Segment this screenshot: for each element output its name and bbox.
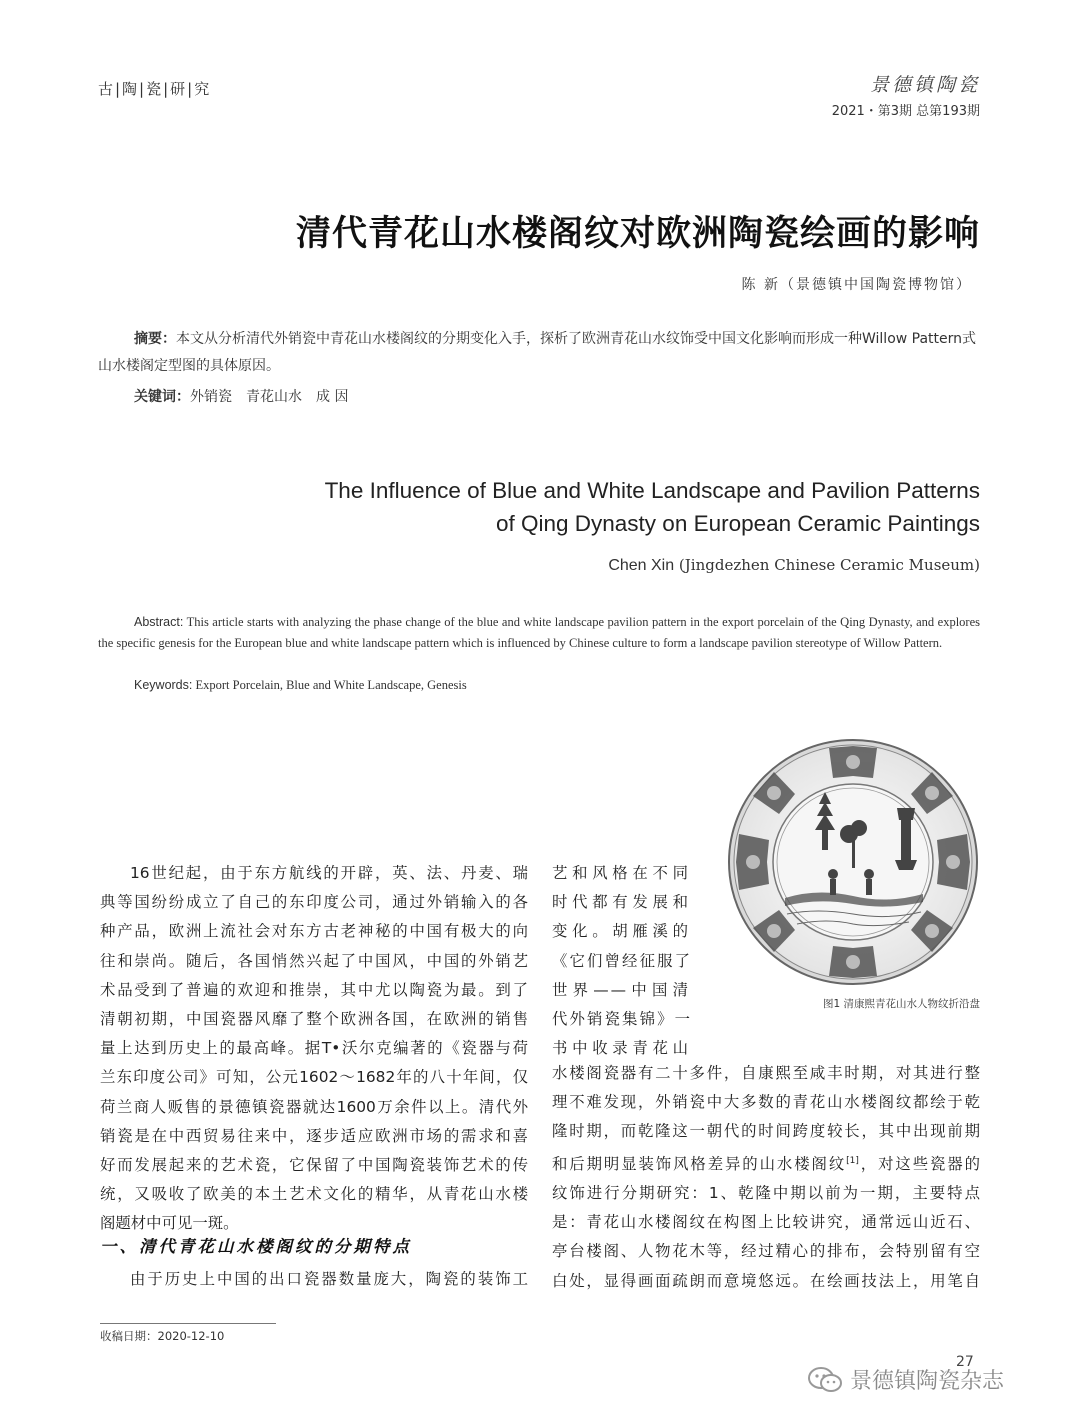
body-column-narrow [552,859,690,1063]
keyword-cn-item: 外销瓷 [190,389,232,405]
keywords-cn [134,386,362,406]
body-line: 《它们曾经征服了 [552,951,690,970]
body-line: 荷兰商人贩售的景德镇瓷器就达1600万余件以上。清代外 [100,1097,528,1116]
body-line: 世界——中国清 [552,980,690,999]
title-en-line: of Qing Dynasty on European Ceramic Paintings [495,511,980,536]
keywords-en-label: Keywords: [134,678,193,692]
body-line: 清朝初期，中国瓷器风靡了整个欧洲各国，在欧洲的销售 [100,1010,528,1029]
abstract-cn [98,326,980,380]
body-line: 种产品，欧洲上流社会对东方古老神秘的中国有极大的向 [100,922,528,941]
abstract-en [98,612,980,654]
body-line: 由于历史上中国的出口瓷器数量庞大，陶瓷的装饰工 [130,1270,528,1288]
body-line: 是：青花山水楼阁纹在构图上比较讲究，通常远山近石、 [552,1213,980,1232]
body-line: 统，又吸收了欧美的本土艺术文化的精华，从青花山水楼 [100,1185,528,1204]
keywords-cn-label: 关键词： [134,389,190,405]
author-cn: 陈 新（景德镇中国陶瓷博物馆） [741,277,972,293]
body-line: 变化。胡雁溪的 [552,922,690,941]
body-line-part: 和后期明显装饰风格差异的山水楼阁纹 [552,1154,847,1173]
keywords-en-text: Export Porcelain, Blue and White Landscape, Genesis [195,678,467,692]
body-line: 时代都有发展和 [552,893,690,912]
body-line: 亭台楼阁、人物花木等，经过精心的排布，会特别留有空 [552,1242,980,1261]
abstract-en-text: This article starts with analyzing the phase change of the blue and white landscape pavilion pattern in the export porcelain of the Qing Dynasty, and explores the specific genesis for the European blue and white landscape pattern which is influenced by Chinese culture to form a landscape pavilion stereotype of Willow Pattern. [98,615,980,650]
body-column-left [100,859,528,1239]
porcelain-plate-image [727,738,979,986]
abstract-en-label: Abstract: [134,615,184,629]
section-label: 古|陶|瓷|研|究 [98,80,212,98]
body-line: 理不难发现，外销瓷中大多数的青花山水楼阁纹都绘于乾 [552,1093,980,1112]
body-line: 阁题材中可见一斑。 [100,1214,239,1233]
body-line: 隆时期，而乾隆这一朝代的时间跨度较长，其中出现前期 [552,1122,980,1141]
body-line [552,1147,980,1179]
author-en-affiliation: (Jingdezhen Chinese Ceramic Museum) [678,556,980,574]
body-line: 术品受到了普遍的欢迎和推崇，其中尤以陶瓷为最。到了 [100,980,528,999]
keywords-en [134,678,467,693]
watermark-text: 景德镇陶瓷杂志 [850,1369,1005,1394]
received-date: 收稿日期：2020-12-10 [100,1329,225,1343]
body-line: 书中收录青花山 [552,1039,690,1058]
figure-caption: 图1 清康熙青花山水人物纹折沿盘 [822,998,980,1010]
issue-info: 2021・第3期 总第193期 [831,104,980,119]
section-heading-1: 一、清代青花山水楼阁纹的分期特点 [100,1237,412,1256]
body-line: 兰东印度公司》可知，公元1602～1682年的八十年间，仅 [100,1068,528,1087]
abstract-cn-label: 摘要： [134,331,176,347]
citation-marker: [1] [846,1155,859,1166]
article-title-cn: 清代青花山水楼阁纹对欧洲陶瓷绘画的影响 [295,213,980,254]
title-en-line: The Influence of Blue and White Landscape and Pavilion Patterns [324,478,980,503]
body-line: 往和崇尚。随后，各国悄然兴起了中国风，中国的外销艺 [100,951,528,970]
body-column-right [552,1059,980,1296]
body-line: 销瓷是在中西贸易往来中，逐步适应欧洲市场的需求和喜 [100,1126,528,1145]
body-line: 水楼阁瓷器有二十多件，自康熙至咸丰时期，对其进行整 [552,1064,980,1082]
body-line: 16世纪起，由于东方航线的开辟，英、法、丹麦、瑞 [130,864,528,882]
article-title-en [200,474,980,540]
page-number: 27 [956,1354,974,1370]
body-line: 纹饰进行分期研究：1、乾隆中期以前为一期，主要特点 [552,1183,980,1202]
body-line: 白处，显得画面疏朗而意境悠远。在绘画技法上，用笔自 [552,1271,980,1290]
watermark [808,1364,1004,1395]
author-en-name: Chen Xin [608,557,675,574]
body-line: 好而发展起来的艺术瓷，它保留了中国陶瓷装饰艺术的传 [100,1156,528,1175]
body-line: 量上达到历史上的最高峰。据T•沃尔克编著的《瓷器与荷 [100,1039,528,1058]
keyword-cn-item: 青花山水 [246,389,302,405]
body-line: 代外销瓷集锦》一 [552,1010,690,1029]
body-line: 艺和风格在不同 [552,864,690,882]
body-line-part: ，对这些瓷器的 [858,1154,980,1173]
magazine-logo: 景德镇陶瓷 [869,74,980,96]
body-after-heading [100,1265,528,1294]
body-line: 典等国纷纷成立了自己的东印度公司，通过外销输入的各 [100,893,528,912]
wechat-icon [808,1366,842,1394]
footer-rule [100,1323,276,1324]
author-en [608,556,980,575]
abstract-cn-text: 本文从分析清代外销瓷中青花山水楼阁纹的分期变化入手，探析了欧洲青花山水纹饰受中国文化影响而形成一种Willow Pattern式山水楼阁定型图的具体原因。 [98,331,977,374]
keyword-cn-item: 成 因 [316,389,349,405]
